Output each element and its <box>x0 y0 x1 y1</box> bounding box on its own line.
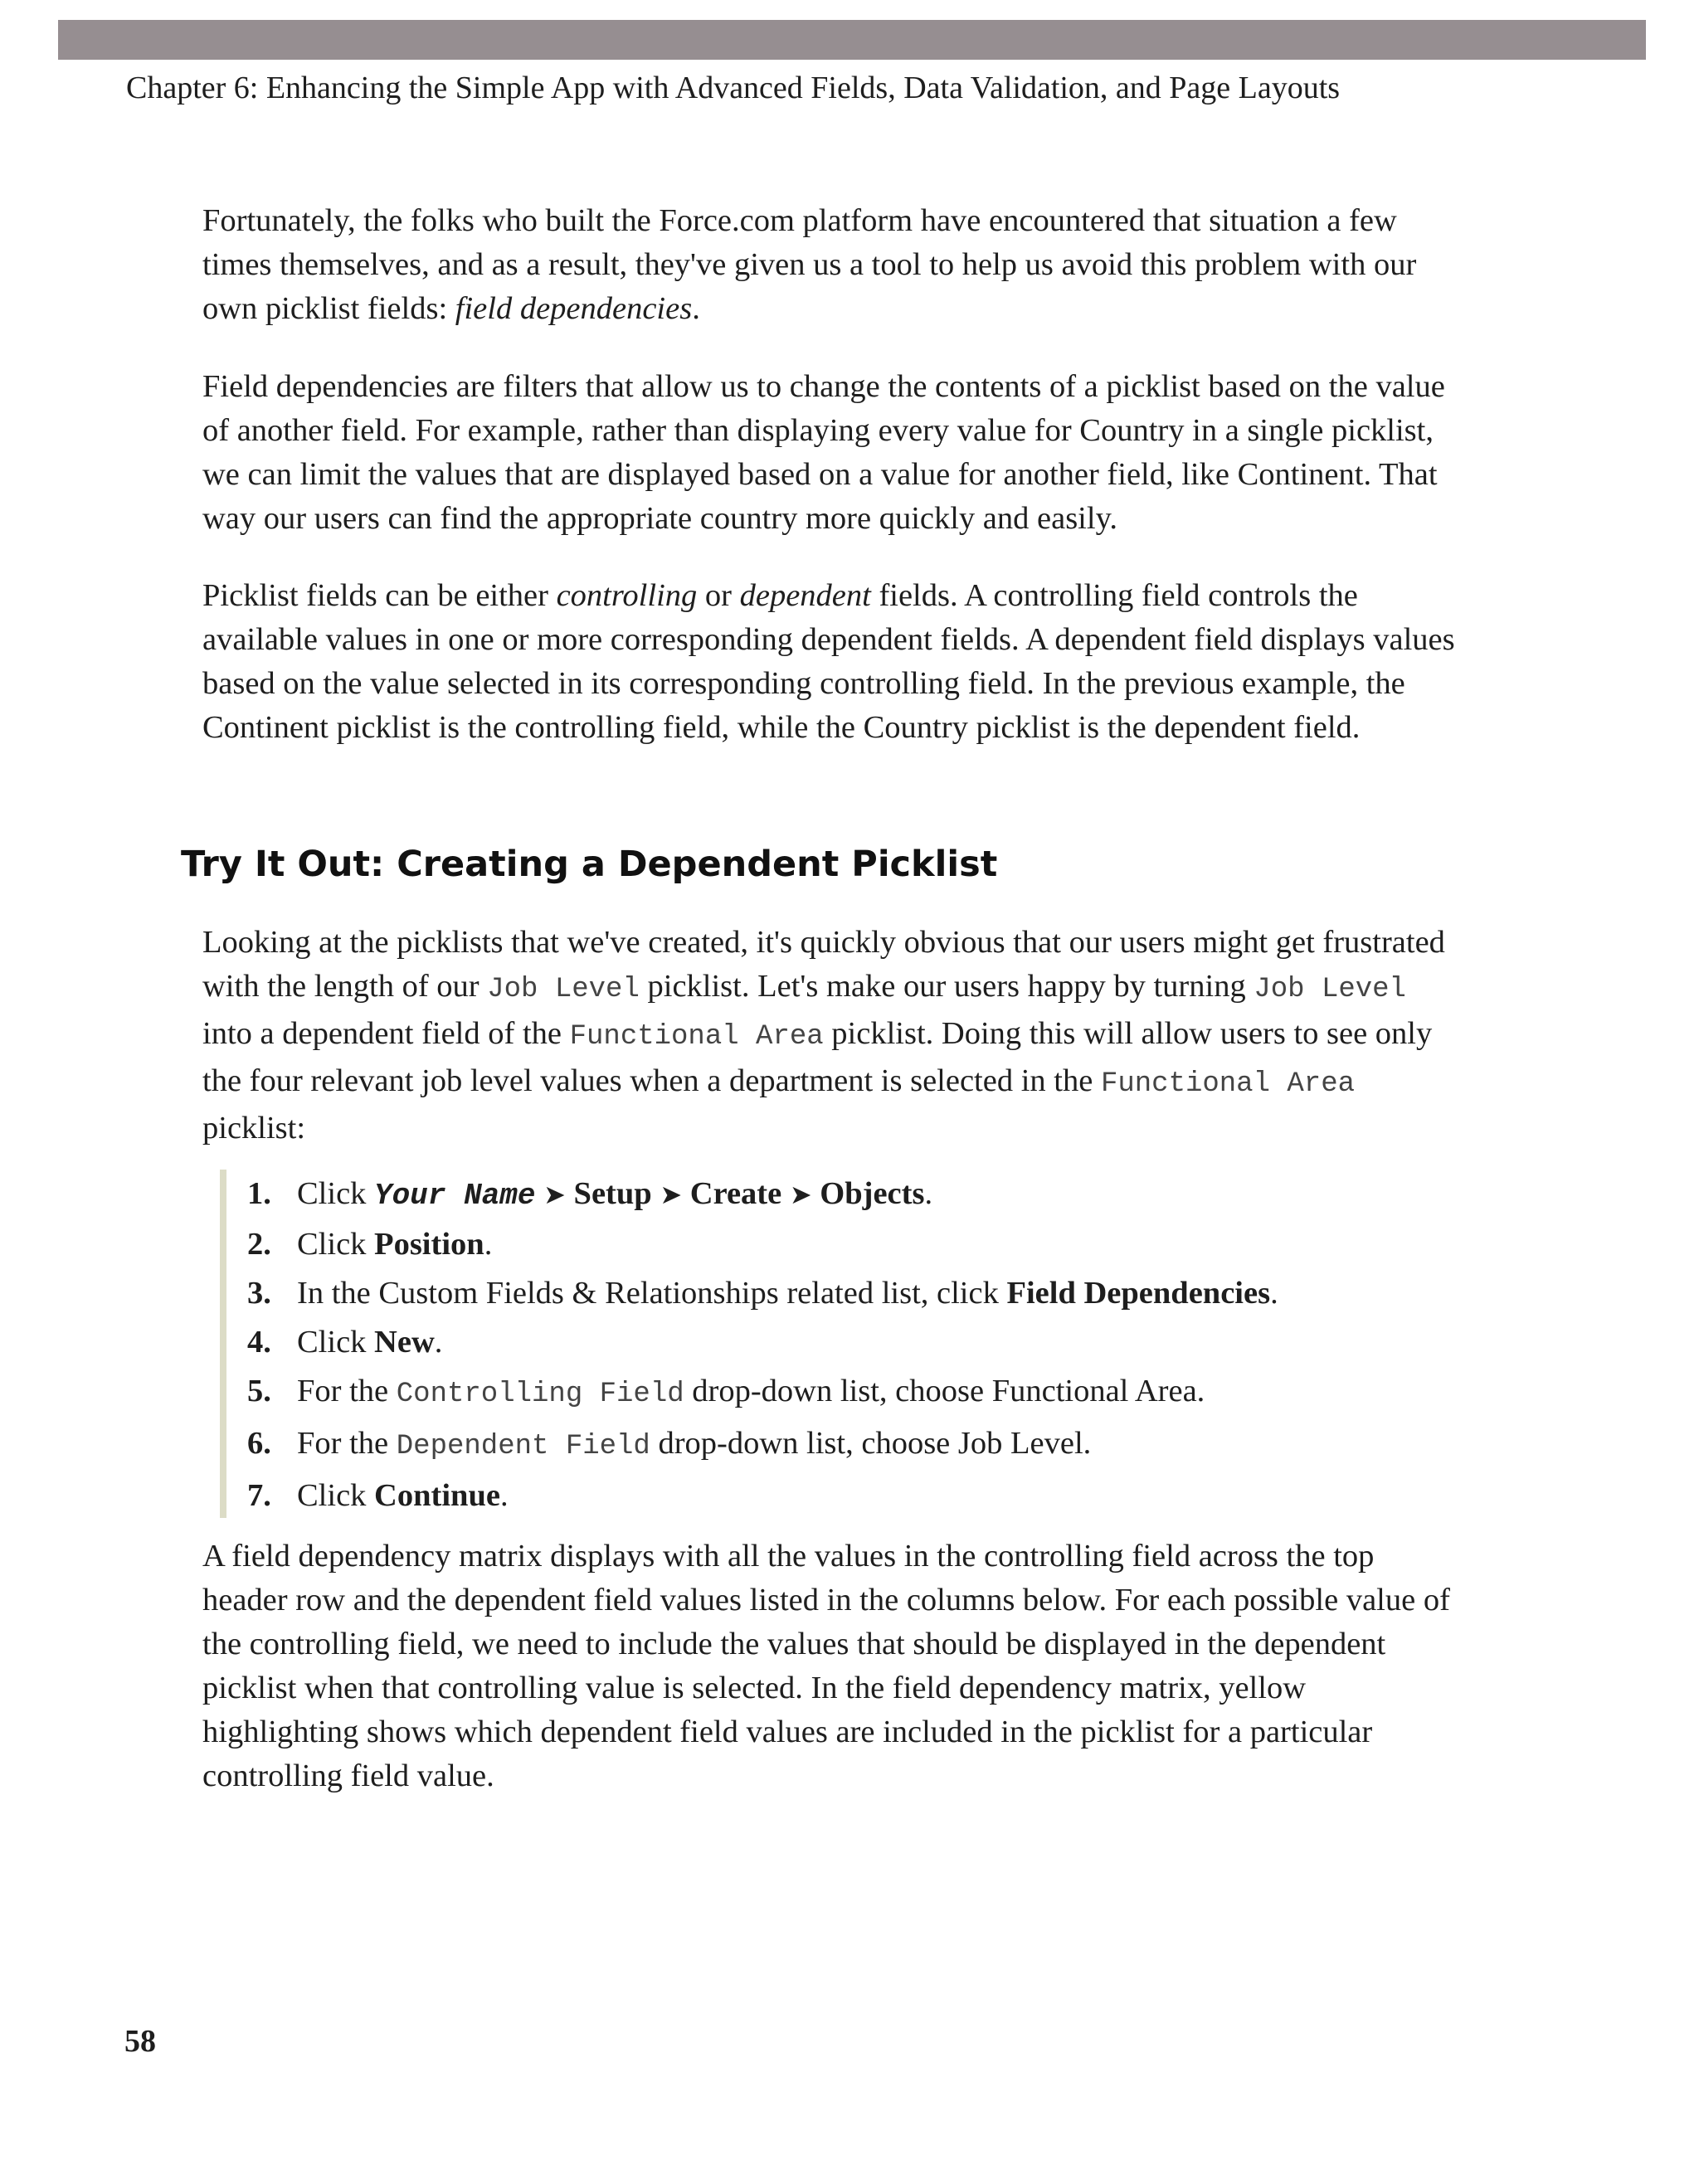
step-text: Click <box>297 1325 375 1360</box>
page-number: 58 <box>124 2024 156 2059</box>
paragraph-text: Field dependencies are filters that allow us to change the contents of a picklist based on the value of another field. For example, rather than displaying every value for Country in a single picklist, we can limit the values that are displayed based on a value for another field, like Continent. That way our users can find the appropriate country more quickly and easily. <box>202 369 1445 536</box>
paragraph-text: or <box>697 578 740 613</box>
step-text: drop-down list, choose Functional Area. <box>684 1374 1205 1408</box>
step-number: 4. <box>247 1325 271 1360</box>
arrow-icon: ➤ <box>789 1179 812 1210</box>
step-text: . <box>484 1227 493 1262</box>
arrow-icon: ➤ <box>660 1179 683 1210</box>
step-text: . <box>1270 1276 1278 1311</box>
step-bold: Field Dependencies <box>1006 1276 1271 1311</box>
code-term: Functional Area <box>569 1021 824 1053</box>
step-code: Your Name <box>374 1179 536 1213</box>
section-heading: Try It Out: Creating a Dependent Picklist <box>181 844 998 885</box>
step-text: drop-down list, choose Job Level. <box>650 1426 1092 1461</box>
paragraph-field-dependencies <box>202 365 1463 541</box>
paragraph-text: A field dependency matrix displays with all the values in the controlling field across the top header row and the dependent field values listed in the columns below. For each possible value of the controlling field, we need to include the values that should be displayed in the dependent picklist when that controlling value is selected. In the field dependency matrix, yellow highlighting shows which dependent field values are included in the picklist for a particular controlling field value. <box>202 1539 1450 1793</box>
step-number: 5. <box>247 1374 271 1408</box>
step-text: Click <box>297 1478 375 1513</box>
step-text: In the Custom Fields & Relationships related list, click <box>297 1276 1007 1311</box>
step-number: 1. <box>247 1176 271 1211</box>
steps-sidebar-rule <box>220 1170 226 1518</box>
paragraph-text: fields. A controlling field controls the available values in one or more corresponding dependent fields. A dependent field displays values based on the value selected in its corresponding controlling field. In the previous example, the Continent picklist is the controlling field, while the Country picklist is the dependent field. <box>202 578 1455 745</box>
arrow-icon: ➤ <box>543 1179 566 1210</box>
paragraph-text: Looking at the picklists that we've created, it's quickly obvious that our users might get frustrated with the length of our <box>202 925 1445 1004</box>
step-bold: New <box>374 1325 435 1360</box>
step-bold: Continue <box>374 1478 500 1513</box>
step-item <box>247 1367 1278 1419</box>
step-number: 7. <box>247 1478 271 1513</box>
step-text: Click <box>297 1227 375 1262</box>
step-text: . <box>434 1325 443 1360</box>
chapter-title: Chapter 6: Enhancing the Simple App with Advanced Fields, Data Validation, and Page Layouts <box>126 71 1341 105</box>
step-item <box>247 1220 1278 1269</box>
paragraph-dependency-matrix <box>202 1535 1463 1798</box>
step-number: 6. <box>247 1426 271 1461</box>
step-bold: Setup <box>573 1176 652 1211</box>
code-term: Job Level <box>487 974 640 1005</box>
paragraph-text: . <box>692 291 700 326</box>
step-code: Dependent Field <box>396 1431 650 1462</box>
paragraph-text: picklist. Doing this will allow users to see only the four relevant job level values when a department is selected in the <box>202 1016 1433 1098</box>
paragraph-try-it-out <box>202 921 1463 1150</box>
step-number: 2. <box>247 1227 271 1262</box>
step-bold: Objects <box>820 1176 925 1211</box>
code-term: Job Level <box>1254 974 1406 1005</box>
step-text: Click <box>297 1176 375 1211</box>
step-bold: Create <box>689 1176 782 1211</box>
steps-list <box>247 1170 1278 1520</box>
step-item <box>247 1471 1278 1520</box>
paragraph-intro <box>202 199 1463 331</box>
paragraph-text: into a dependent field of the <box>202 1016 570 1051</box>
step-text: . <box>499 1478 509 1513</box>
header-bar <box>58 20 1646 60</box>
step-code: Controlling Field <box>396 1379 684 1410</box>
emphasis-term: field dependencies <box>455 291 693 326</box>
paragraph-controlling-dependent <box>202 574 1463 750</box>
step-bold: Position <box>374 1227 484 1262</box>
paragraph-text: Picklist fields can be either <box>202 578 557 613</box>
step-item <box>247 1170 1278 1220</box>
step-item <box>247 1419 1278 1471</box>
step-text: For the <box>297 1426 397 1461</box>
step-number: 3. <box>247 1276 271 1311</box>
step-text: . <box>924 1176 933 1211</box>
step-text: For the <box>297 1374 397 1408</box>
paragraph-text: Fortunately, the folks who built the Force.com platform have encountered that situation a few times themselves, and as a result, they've given us a tool to help us avoid this problem with our own picklist fields: <box>202 203 1417 326</box>
step-item <box>247 1269 1278 1318</box>
paragraph-text: picklist: <box>202 1111 306 1146</box>
code-term: Functional Area <box>1100 1068 1356 1100</box>
step-item <box>247 1318 1278 1367</box>
emphasis-term: controlling <box>556 578 698 613</box>
paragraph-text: picklist. Let's make our users happy by turning <box>639 969 1254 1004</box>
emphasis-term: dependent <box>739 578 871 613</box>
